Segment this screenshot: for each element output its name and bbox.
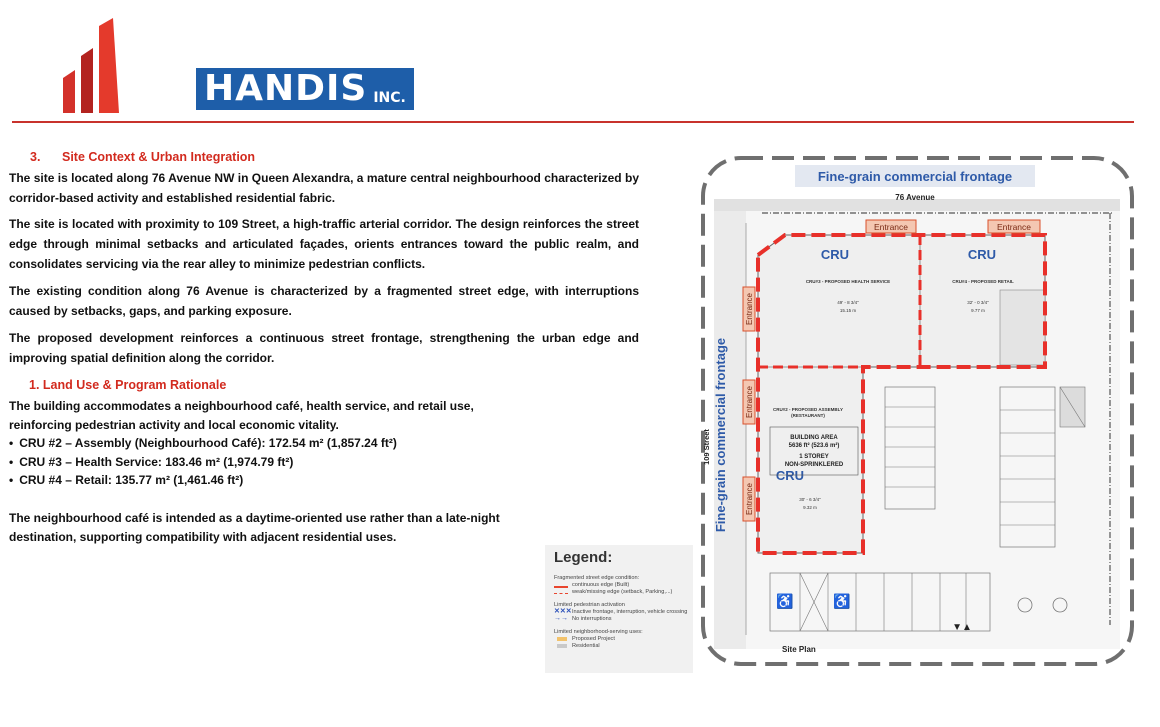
dimension-label: 9.77 m <box>971 308 985 313</box>
section-3-heading <box>30 150 255 164</box>
site-plan-drawing <box>700 155 1135 667</box>
land-use-heading: 1. Land Use & Program Rationale <box>29 378 227 392</box>
dimension-label: 49' - 8 3/4" <box>837 300 859 305</box>
accessible-parking-icon: ♿ <box>833 593 851 609</box>
legend-item: No interruptions <box>572 616 612 622</box>
legend-title: Legend: <box>554 549 613 566</box>
dimension-label: 15.15 m <box>839 308 857 313</box>
brand-suffix: INC. <box>373 90 406 106</box>
list-item: • CRU #3 – Health Service: 183.46 m² (1,974.79 ft²) <box>9 453 569 472</box>
legend-residential-swatch-icon <box>557 644 567 648</box>
legend-item: weak/missing edge (setback, Parking,...) <box>572 589 673 595</box>
paragraph-site-location: The site is located along 76 Avenue NW in Queen Alexandra, a mature central neighbourhood characterized by corridor-based activity and established residential fabric. <box>9 171 639 205</box>
legend-item: Residential <box>572 643 600 649</box>
cru-label: CRU <box>967 247 997 262</box>
brand-name: HANDIS <box>204 68 368 109</box>
paragraph-existing-condition: The existing condition along 76 Avenue is characterized by a fragmented street edge, with interruptions caused by setbacks, gaps, and parking exposure. <box>9 284 639 318</box>
closing-line: The neighbourhood café is intended as a daytime-oriented use rather than a late-night <box>9 511 500 525</box>
legend-proposed-swatch-icon <box>557 637 567 641</box>
site-plan-title: Site Plan <box>782 645 816 654</box>
dimension-label: 30' - 6 3/4" <box>799 497 821 502</box>
frontage-top-label: Fine-grain commercial frontage <box>817 169 1013 184</box>
storey-label: 1 STOREY <box>799 454 829 460</box>
cru4-room-label: CRU#4 - PROPOSED RETAIL <box>952 279 1014 284</box>
legend-item: Proposed Project <box>572 636 615 642</box>
section-title: Site Context & Urban Integration <box>62 150 256 164</box>
closing-line: destination, supporting compatibility with adjacent residential uses. <box>9 530 397 544</box>
legend-group-label: Fragmented street edge condition: <box>554 575 640 581</box>
legend-item: Inactive frontage, interruption, vehicle crossing <box>572 609 688 615</box>
land-use-intro-line: The building accommodates a neighbourhood café, health service, and retail use, <box>9 399 474 413</box>
legend-group-label: Limited pedestrian activation <box>554 602 625 608</box>
avenue-label: 76 Avenue <box>895 193 935 202</box>
building-area-value: 5636 ft² (523.6 m²) <box>788 443 840 449</box>
building-area-label: BUILDING AREA <box>790 435 838 441</box>
paragraph-proximity: The site is located with proximity to 109 Street, a high-traffic arterial corridor. The design reinforces the street edge through minimal setbacks and articulated façades, orients entrances toward the public realm, and consolidates servicing via the rear alley to minimize pedestrian conflicts. <box>9 217 639 271</box>
list-item: • CRU #2 – Assembly (Neighbourhood Café): 172.54 m² (1,857.24 ft²) <box>9 434 569 453</box>
legend-group-label: Limited neighborhood-serving uses: <box>554 629 643 635</box>
cru-label: CRU <box>775 468 805 483</box>
entrance-label: Entrance <box>745 292 754 326</box>
street-label: 109 Street <box>702 429 711 465</box>
brand-logo <box>196 68 414 110</box>
sprinkler-label: NON-SPRINKLERED <box>784 462 844 468</box>
legend-dashed-line-icon <box>554 593 568 594</box>
cru-list <box>9 434 569 490</box>
cru3-room-label: CRU#3 - PROPOSED HEALTH SERVICE <box>805 279 891 284</box>
dimension-label: 32' - 0 3/4" <box>967 300 989 305</box>
section-number: 3. <box>30 150 41 164</box>
entrance-label: Entrance <box>873 222 909 232</box>
land-use-body <box>9 397 569 490</box>
legend-solid-line-icon <box>554 586 568 588</box>
entrance-label: Entrance <box>745 385 754 419</box>
triangle-markers-icon: ▼▲ <box>952 622 972 633</box>
legend-cross-icon: ✕✕✕ <box>554 608 572 615</box>
handis-logo-icon <box>55 18 125 113</box>
paragraph-cafe-intent <box>9 509 539 547</box>
accessible-parking-icon: ♿ <box>776 593 794 609</box>
list-item: • CRU #4 – Retail: 135.77 m² (1,461.46 ft²) <box>9 471 569 490</box>
cru2-room-sublabel: (RESTAURANT) <box>791 413 825 418</box>
dimension-label: 9.32 m <box>803 505 817 510</box>
service-rooms <box>1000 290 1045 365</box>
land-use-intro-line: reinforcing pedestrian activity and local economic vitality. <box>9 417 339 432</box>
entrance-label: Entrance <box>745 482 754 516</box>
cru-label: CRU <box>820 247 850 262</box>
entrance-label: Entrance <box>996 222 1032 232</box>
legend-panel <box>545 545 693 673</box>
cru2-room-label: CRU#2 - PROPOSED ASSEMBLY <box>773 407 843 412</box>
legend-arrow-icon: →→ <box>554 615 568 622</box>
frontage-side-label: Fine-grain commercial frontage <box>713 337 728 533</box>
header-divider <box>12 121 1134 123</box>
legend-item: continuous edge (Built) <box>572 582 630 588</box>
paragraph-proposed-development: The proposed development reinforces a continuous street frontage, strengthening the urban edge and improving spatial definition along the corridor. <box>9 331 639 365</box>
